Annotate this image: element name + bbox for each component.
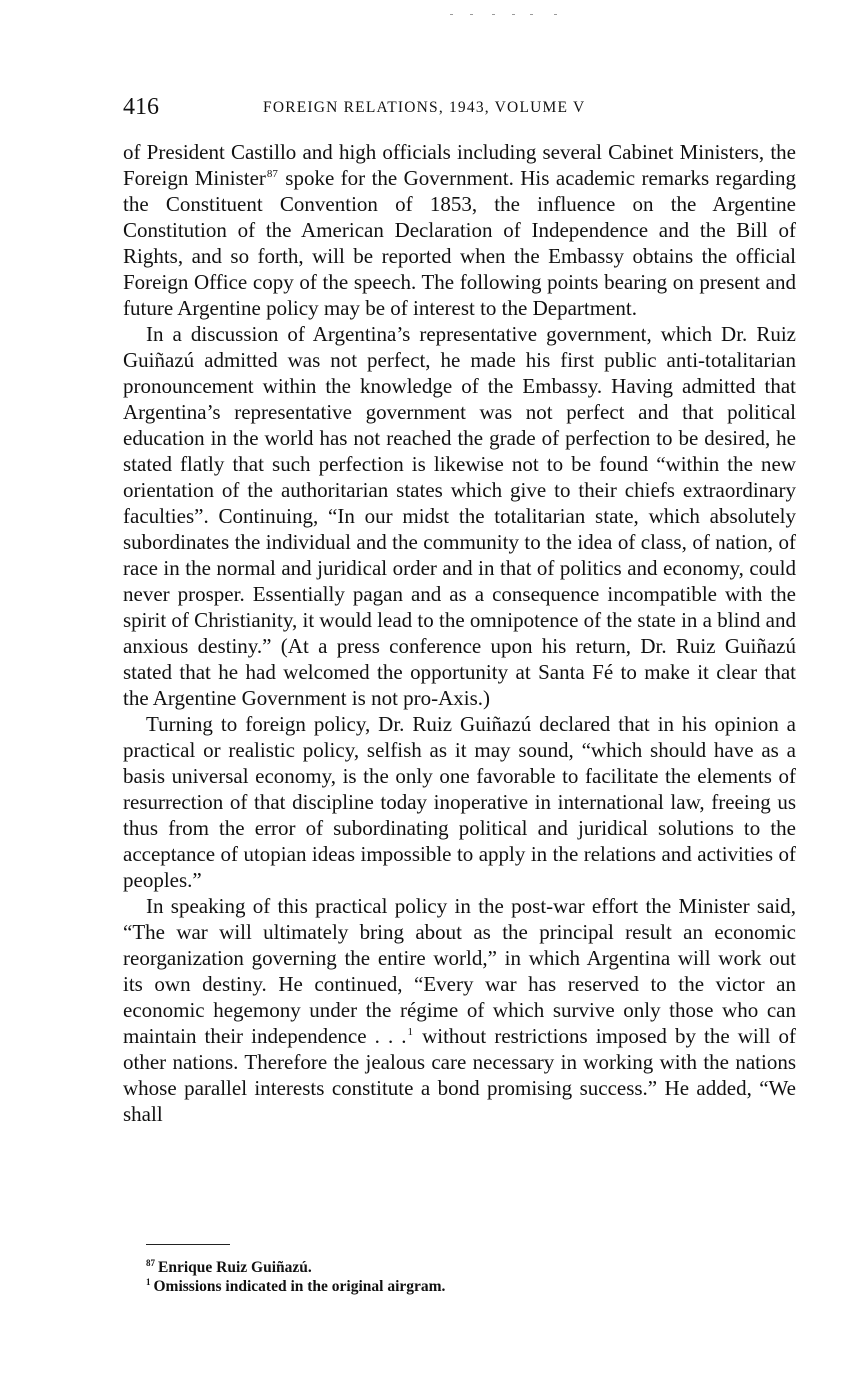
- page-header: [123, 94, 796, 124]
- footnote-reference-87: 87: [266, 168, 278, 180]
- paragraph-4-text-a: In speaking of this practical policy in the post-war effort the Minister said, “The war will ultimately bring about as the principal result an economic reorganization governing the entire world,” in which Argentina will work out its own destiny. He continued, “Every war has reserved to the victor an economic hegemony under the régime of which survive only those who can maintain their independence . . .: [123, 894, 796, 1048]
- footnote-divider: [146, 1244, 230, 1245]
- paragraph-4: [123, 893, 796, 1127]
- scan-artifact-specks: [450, 12, 560, 20]
- paragraph-4-text-b: without restrictions imposed by the will of other nations. Therefore the jealous care necessary in working with the nations whose parallel interests constitute a bond promising success.” He added, “We shall: [123, 1024, 796, 1126]
- paragraph-1-text-b: spoke for the Government. His academic remarks regarding the Constituent Convention of 1853, the influence on the Argentine Constitution of the American Declaration of Independence and the Bill of Rights, and so forth, will be reported when the Embassy obtains the official Foreign Office copy of the speech. The following points bearing on present and future Argentine policy may be of interest to the Department.: [123, 166, 796, 320]
- paragraph-3: Turning to foreign policy, Dr. Ruiz Guiñazú declared that in his opinion a practical or realistic policy, selfish as it may sound, “which should have as a basis universal economy, is the only one favorable to facilitate the elements of resurrection of that discipline today inoperative in international law, freeing us thus from the error of subordinating political and juridical solutions to the acceptance of utopian ideas impossible to apply in the relations and activities of peoples.”: [123, 712, 796, 892]
- footnotes: [146, 1258, 796, 1296]
- footnote-87-text: Enrique Ruiz Guiñazú.: [158, 1259, 312, 1276]
- footnote-1-text: Omissions indicated in the original airgram.: [153, 1278, 446, 1295]
- paragraph-2: In a discussion of Argentina’s representative government, which Dr. Ruiz Guiñazú admitted was not perfect, he made his first public anti-totalitarian pronouncement within the knowledge of the Embassy. Having admitted that Argentina’s representative government was not perfect and that political education in the world has not reached the grade of perfection to be desired, he stated flatly that such perfection is likewise not to be found “within the new orientation of the authoritarian states which give to their chiefs extraordinary faculties”. Continuing, “In our midst the totalitarian state, which absolutely subordinates the individual and the community to the idea of class, of nation, of race in the normal and juridical order and in that of politics and economy, could never prosper. Essentially pagan and as a consequence incompatible with the spirit of Christianity, it would lead to the omnipotence of the state in a blind and anxious destiny.” (At a press conference upon his return, Dr. Ruiz Guiñazú stated that he had welcomed the opportunity at Santa Fé to make it clear that the Argentine Government is not pro-Axis.): [123, 322, 796, 710]
- running-title: FOREIGN RELATIONS, 1943, VOLUME V: [263, 99, 586, 116]
- footnote-87: [146, 1258, 796, 1277]
- footnote-reference-1: 1: [407, 1026, 414, 1038]
- page-number: 416: [123, 94, 159, 120]
- footnote-mark-87: 87: [146, 1258, 155, 1268]
- footnote-mark-1: 1: [146, 1277, 151, 1287]
- body-text: [123, 139, 796, 1127]
- paragraph-1: [123, 139, 796, 321]
- paragraph-1-text-a: of President Castillo and high officials including several Cabinet Ministers, the Foreign Minister: [123, 140, 796, 190]
- footnote-1: [146, 1277, 796, 1296]
